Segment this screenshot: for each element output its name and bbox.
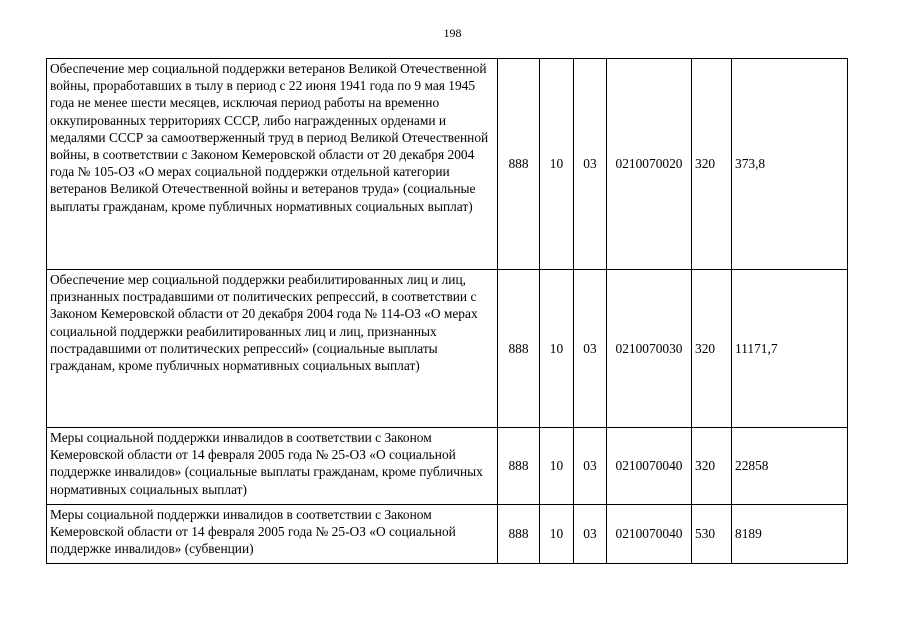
row-description: Обеспечение мер социальной поддержки реабилитированных лиц и лиц, признанных пострадавшими от политических репрессий, в соответствии с Законом Кемеровской области от 20 декабря 2004 года № 114-ОЗ «О мерах социальной поддержки реабилитированных лиц и лиц, признанных пострадавшими от политических репрессий» (социальные выплаты гражданам, кроме публичных нормативных социальных выплат): [47, 270, 498, 428]
expense-type-code: 320: [692, 270, 732, 428]
subsection-code: 03: [574, 505, 607, 564]
ministry-code: 888: [498, 59, 540, 270]
table-row: [47, 428, 848, 505]
subsection-code: 03: [574, 270, 607, 428]
amount-value: 8189: [732, 505, 848, 564]
subsection-code: 03: [574, 428, 607, 505]
target-code: 0210070040: [607, 505, 692, 564]
expense-type-code: 530: [692, 505, 732, 564]
subsection-code: 03: [574, 59, 607, 270]
ministry-code: 888: [498, 505, 540, 564]
section-code: 10: [540, 428, 574, 505]
target-code: 0210070030: [607, 270, 692, 428]
budget-table: [46, 58, 848, 564]
expense-type-code: 320: [692, 428, 732, 505]
row-description: Обеспечение мер социальной поддержки ветеранов Великой Отечественной войны, проработавших в тылу в период с 22 июня 1941 года по 9 мая 1945 года не менее шести месяцев, исключая период работы на временно оккупированных территориях СССР, либо награжденных орденами и медалями СССР за самоотверженный труд в период Великой Отечественной войны, в соответствии с Законом Кемеровской области от 20 декабря 2004 года № 105-ОЗ «О мерах социальной поддержки отдельной категории ветеранов Великой Отечественной войны и ветеранов труда» (социальные выплаты гражданам, кроме публичных нормативных социальных выплат): [47, 59, 498, 270]
target-code: 0210070020: [607, 59, 692, 270]
table-row: [47, 270, 848, 428]
target-code: 0210070040: [607, 428, 692, 505]
table-row: [47, 59, 848, 270]
ministry-code: 888: [498, 428, 540, 505]
ministry-code: 888: [498, 270, 540, 428]
amount-value: 11171,7: [732, 270, 848, 428]
section-code: 10: [540, 270, 574, 428]
row-description: Меры социальной поддержки инвалидов в соответствии с Законом Кемеровской области от 14 февраля 2005 года № 25-ОЗ «О социальной поддержке инвалидов» (субвенции): [47, 505, 498, 564]
table-row: [47, 505, 848, 564]
section-code: 10: [540, 59, 574, 270]
row-description: Меры социальной поддержки инвалидов в соответствии с Законом Кемеровской области от 14 февраля 2005 года № 25-ОЗ «О социальной поддержке инвалидов» (социальные выплаты гражданам, кроме публичных нормативных социальных выплат): [47, 428, 498, 505]
amount-value: 373,8: [732, 59, 848, 270]
amount-value: 22858: [732, 428, 848, 505]
expense-type-code: 320: [692, 59, 732, 270]
section-code: 10: [540, 505, 574, 564]
page-number: 198: [443, 26, 462, 40]
